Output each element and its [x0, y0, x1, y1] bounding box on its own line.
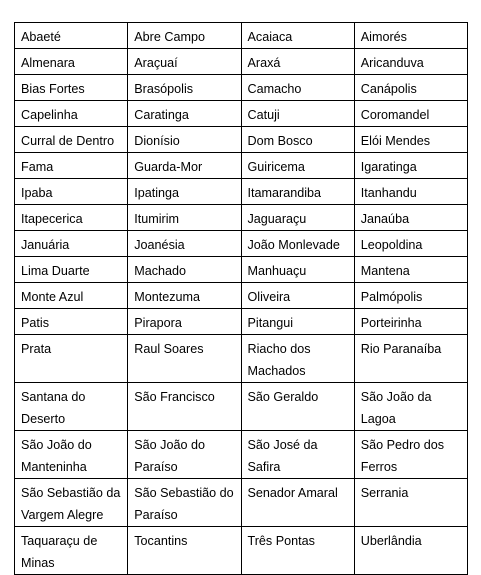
municipality-name: São João do Manteninha: [21, 438, 92, 474]
table-cell: [15, 101, 128, 127]
municipality-name: São Geraldo: [247, 390, 319, 404]
municipality-name: Catuji: [247, 108, 280, 122]
municipality-name: São Sebastião da Vargem Alegre: [21, 486, 121, 522]
table-cell: [354, 101, 467, 127]
table-cell: [354, 479, 467, 527]
table-cell: [15, 205, 128, 231]
table-cell: [241, 431, 354, 479]
table-cell: [354, 335, 467, 383]
table-cell: [241, 205, 354, 231]
municipality-name: Bias Fortes: [21, 82, 85, 96]
municipality-name: Curral de Dentro: [21, 134, 115, 148]
table-cell: [128, 383, 241, 431]
municipality-name: Tocantins: [134, 534, 188, 548]
table-cell: [128, 231, 241, 257]
table-cell: [241, 49, 354, 75]
table-row: [15, 231, 468, 257]
table-cell: [241, 127, 354, 153]
table-row: [15, 479, 468, 527]
table-cell: [354, 127, 467, 153]
municipality-name: Uberlândia: [360, 534, 422, 548]
table-row: [15, 309, 468, 335]
table-row: [15, 49, 468, 75]
municipality-name: Riacho dos Machados: [247, 342, 311, 378]
municipality-name: Itamarandiba: [247, 186, 322, 200]
municipalities-table: [14, 22, 468, 575]
table-row: [15, 23, 468, 49]
municipality-name: Pirapora: [134, 316, 182, 330]
table-cell: [128, 127, 241, 153]
municipality-name: Januária: [21, 238, 70, 252]
table-cell: [15, 127, 128, 153]
table-cell: [15, 335, 128, 383]
municipality-name: Patis: [21, 316, 49, 330]
table-cell: [128, 283, 241, 309]
table-cell: [15, 179, 128, 205]
municipality-name: Machado: [134, 264, 187, 278]
table-row: [15, 101, 468, 127]
table-cell: [241, 479, 354, 527]
table-cell: [354, 49, 467, 75]
municipality-name: Mantena: [360, 264, 410, 278]
municipality-name: Três Pontas: [247, 534, 315, 548]
municipality-name: Monte Azul: [21, 290, 84, 304]
table-cell: [128, 257, 241, 283]
table-cell: [241, 335, 354, 383]
table-cell: [241, 179, 354, 205]
municipality-name: Ipatinga: [134, 186, 180, 200]
municipality-name: Itumirim: [134, 212, 180, 226]
municipality-name: Abaeté: [21, 30, 61, 44]
municipality-name: Guiricema: [247, 160, 305, 174]
municipality-name: São João da Lagoa: [360, 390, 432, 426]
municipality-name: Pitangui: [247, 316, 294, 330]
table-cell: [15, 75, 128, 101]
municipality-name: Manhuaçu: [247, 264, 307, 278]
table-row: [15, 127, 468, 153]
municipality-name: Jaguaraçu: [247, 212, 307, 226]
table-cell: [241, 101, 354, 127]
table-cell: [128, 527, 241, 575]
table-row: [15, 431, 468, 479]
municipality-name: São Pedro dos Ferros: [360, 438, 445, 474]
municipality-name: Joanésia: [134, 238, 185, 252]
municipality-name: Aimorés: [360, 30, 407, 44]
table-cell: [128, 179, 241, 205]
municipality-name: Fama: [21, 160, 54, 174]
table-cell: [15, 231, 128, 257]
municipality-name: Dom Bosco: [247, 134, 313, 148]
table-cell: [128, 431, 241, 479]
table-row: [15, 527, 468, 575]
table-cell: [241, 383, 354, 431]
table-cell: [354, 75, 467, 101]
table-cell: [354, 431, 467, 479]
table-cell: [354, 179, 467, 205]
municipality-name: Santana do Deserto: [21, 390, 86, 426]
table-row: [15, 179, 468, 205]
municipality-name: João Monlevade: [247, 238, 340, 252]
municipality-name: Elói Mendes: [360, 134, 431, 148]
municipality-name: Igaratinga: [360, 160, 417, 174]
table-cell: [128, 205, 241, 231]
table-cell: [241, 75, 354, 101]
table-cell: [15, 479, 128, 527]
municipality-name: Dionísio: [134, 134, 180, 148]
table-cell: [354, 309, 467, 335]
table-cell: [241, 283, 354, 309]
table-row: [15, 205, 468, 231]
municipality-name: Rio Paranaíba: [360, 342, 442, 356]
table-cell: [241, 23, 354, 49]
municipality-name: São José da Safira: [247, 438, 318, 474]
table-cell: [15, 431, 128, 479]
table-cell: [128, 49, 241, 75]
municipality-name: Almenara: [21, 56, 75, 70]
table-row: [15, 153, 468, 179]
municipality-name: Oliveira: [247, 290, 291, 304]
municipality-name: Capelinha: [21, 108, 78, 122]
municipality-name: Araçuaí: [134, 56, 178, 70]
municipality-name: Camacho: [247, 82, 302, 96]
table-cell: [354, 383, 467, 431]
table-cell: [15, 153, 128, 179]
table-cell: [241, 309, 354, 335]
table-cell: [128, 101, 241, 127]
municipality-name: Caratinga: [134, 108, 189, 122]
table-row: [15, 283, 468, 309]
table-cell: [241, 527, 354, 575]
municipality-name: Taquaraçu de Minas: [21, 534, 98, 570]
table-cell: [15, 283, 128, 309]
municipality-name: Coromandel: [360, 108, 430, 122]
table-row: [15, 383, 468, 431]
table-cell: [15, 383, 128, 431]
municipality-name: Porteirinha: [360, 316, 422, 330]
municipality-name: Canápolis: [360, 82, 417, 96]
table-cell: [354, 23, 467, 49]
municipality-name: Montezuma: [134, 290, 201, 304]
table-cell: [128, 335, 241, 383]
municipality-name: Lima Duarte: [21, 264, 90, 278]
table-row: [15, 75, 468, 101]
table-row: [15, 257, 468, 283]
table-cell: [128, 309, 241, 335]
municipality-name: São Sebastião do Paraíso: [134, 486, 234, 522]
municipality-name: São Francisco: [134, 390, 215, 404]
municipality-name: Prata: [21, 342, 52, 356]
table-cell: [354, 153, 467, 179]
table-cell: [15, 527, 128, 575]
table-cell: [354, 205, 467, 231]
municipality-name: Itanhandu: [360, 186, 417, 200]
municipality-name: Janaúba: [360, 212, 410, 226]
table-cell: [241, 153, 354, 179]
table-cell: [15, 49, 128, 75]
municipality-name: Brasópolis: [134, 82, 194, 96]
municipality-name: Senador Amaral: [247, 486, 338, 500]
municipality-name: Acaiaca: [247, 30, 293, 44]
municipality-name: Leopoldina: [360, 238, 423, 252]
municipality-name: Aricanduva: [360, 56, 424, 70]
municipality-name: Raul Soares: [134, 342, 204, 356]
table-cell: [354, 283, 467, 309]
table-cell: [128, 479, 241, 527]
municipality-name: São João do Paraíso: [134, 438, 205, 474]
table-cell: [15, 257, 128, 283]
table-cell: [354, 231, 467, 257]
table-cell: [128, 153, 241, 179]
municipality-name: Guarda-Mor: [134, 160, 203, 174]
table-body: [15, 23, 468, 575]
table-cell: [241, 231, 354, 257]
table-row: [15, 335, 468, 383]
municipality-name: Serrania: [360, 486, 409, 500]
municipality-name: Itapecerica: [21, 212, 83, 226]
municipality-name: Ipaba: [21, 186, 53, 200]
table-cell: [354, 527, 467, 575]
municipality-name: Araxá: [247, 56, 281, 70]
municipality-name: Abre Campo: [134, 30, 205, 44]
municipality-name: Palmópolis: [360, 290, 423, 304]
table-cell: [241, 257, 354, 283]
table-cell: [354, 257, 467, 283]
table-cell: [128, 75, 241, 101]
table-cell: [128, 23, 241, 49]
table-cell: [15, 309, 128, 335]
table-cell: [15, 23, 128, 49]
